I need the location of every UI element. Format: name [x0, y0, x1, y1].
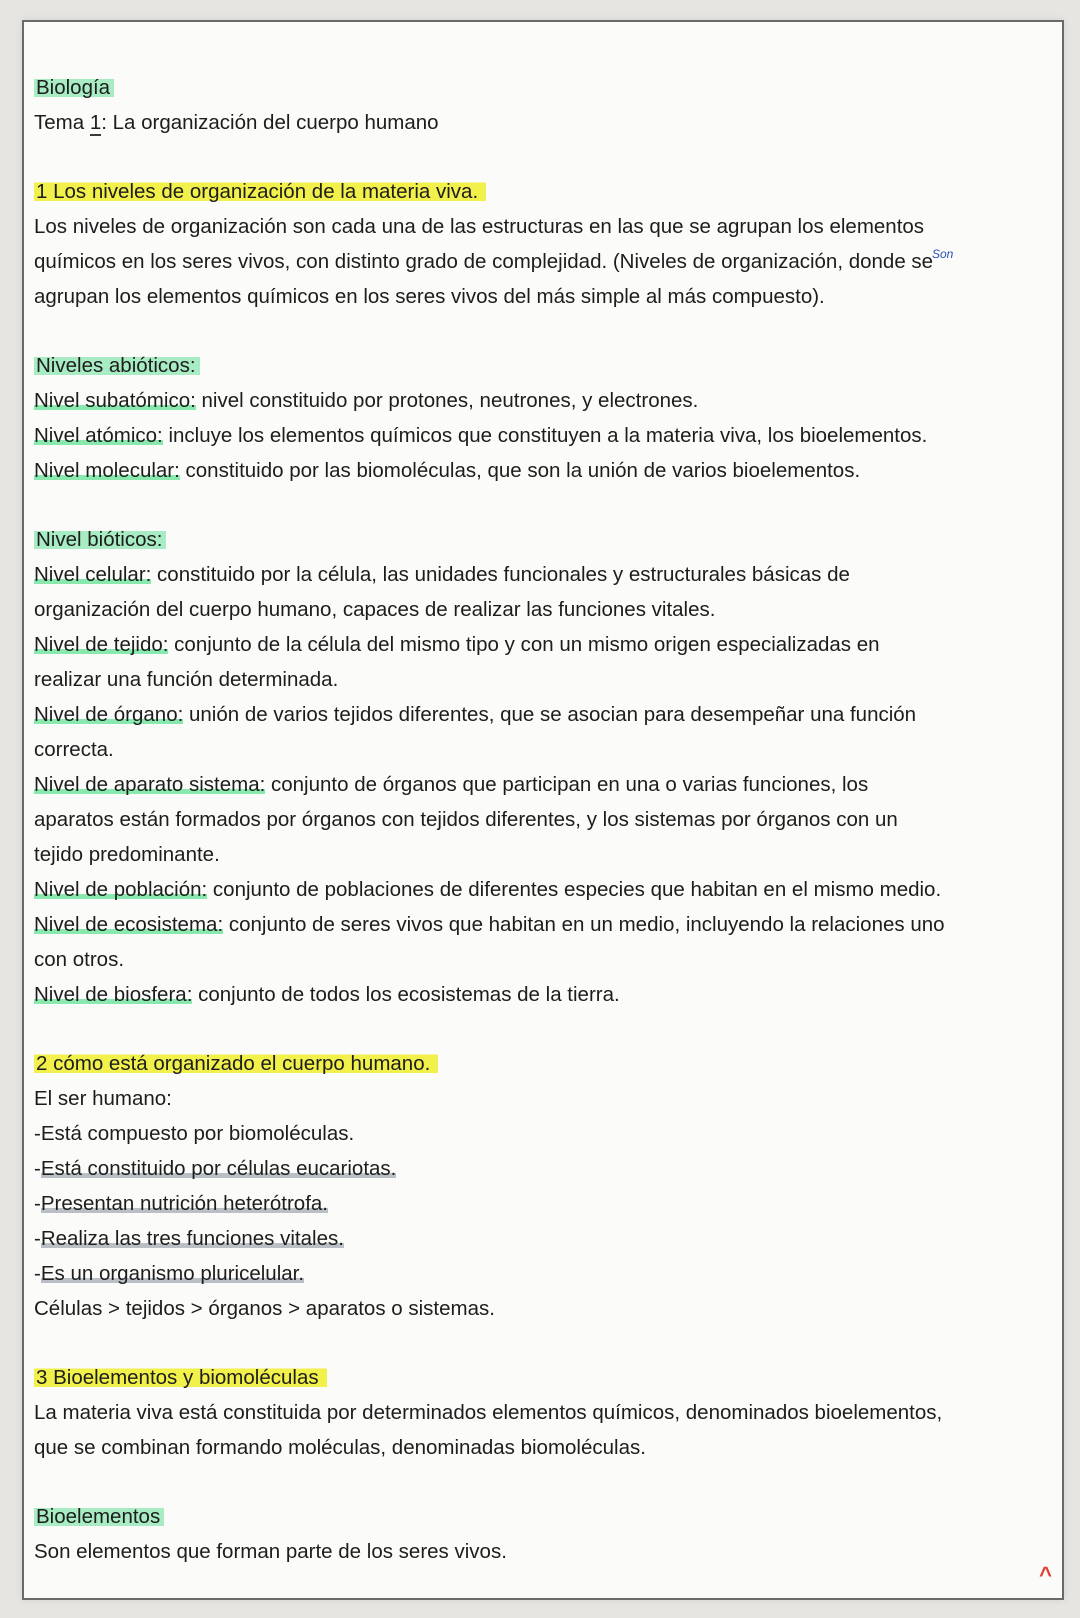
term: Nivel subatómico: [34, 389, 196, 412]
term: Nivel molecular: [34, 459, 180, 482]
term: Nivel de tejido: [34, 633, 169, 656]
list-item: -Presentan nutrición heterótrofa. [34, 1192, 328, 1215]
bioticos-item-continued: organización del cuerpo humano, capaces de realizar las funciones vitales. [34, 598, 716, 621]
term: Nivel celular: [34, 563, 152, 586]
abioticos-heading: Niveles abióticos: [34, 348, 1048, 383]
notebook-page [22, 20, 1064, 1600]
section-1-paragraph-line: Los niveles de organización son cada una de las estructuras en las que se agrupan los elementos [34, 215, 925, 238]
section-3-paragraph-line: que se combinan formando moléculas, denominadas biomoléculas. [34, 1436, 646, 1459]
term: Nivel atómico: [34, 424, 163, 447]
bioticos-item-continued: realizar una función determinada. [34, 668, 339, 691]
bioticos-item: Nivel de biosfera: conjunto de todos los ecosistemas de la tierra. [34, 983, 620, 1006]
term: Nivel de órgano: [34, 703, 184, 726]
term: Nivel de biosfera: [34, 983, 193, 1006]
term: Nivel de ecosistema: [34, 913, 224, 936]
bioticos-item: Nivel celular: constituido por la célula, las unidades funcionales y estructurales básicas de [34, 563, 850, 586]
bioticos-item: Nivel de órgano: unión de varios tejidos diferentes, que se asocian para desempeñar una función [34, 703, 917, 726]
section-2-heading: 2 cómo está organizado el cuerpo humano. [34, 1046, 1048, 1081]
list-item: -Es un organismo pluricelular. [34, 1262, 305, 1285]
section-1-heading: 1 Los niveles de organización de la materia viva. [34, 174, 1048, 209]
topic-title: Tema 1: La organización del cuerpo humano [34, 111, 439, 134]
abioticos-item: Nivel atómico: incluye los elementos químicos que constituyen a la materia viva, los bioelementos. [34, 424, 928, 447]
bioticos-item: Nivel de tejido: conjunto de la célula del mismo tipo y con un mismo origen especializadas en [34, 633, 880, 656]
handwritten-note: Son [932, 247, 954, 261]
term: Nivel de aparato sistema: [34, 773, 266, 796]
section-3-heading: 3 Bioelementos y biomoléculas [34, 1360, 1048, 1395]
section-1-paragraph-line: químicos en los seres vivos, con distinto grado de complejidad. (Niveles de organización, donde se [34, 250, 934, 273]
bioticos-item: Nivel de población: conjunto de poblaciones de diferentes especies que habitan en el mismo medio. [34, 878, 942, 901]
hierarchy-chain: Células > tejidos > órganos > aparatos o sistemas. [34, 1297, 495, 1320]
list-item: -Realiza las tres funciones vitales. [34, 1227, 344, 1250]
bioticos-item-continued: con otros. [34, 948, 125, 971]
bioelementos-text: Son elementos que forman parte de los seres vivos. [34, 1540, 507, 1563]
bioticos-heading: Nivel bióticos: [34, 522, 1048, 557]
abioticos-item: Nivel subatómico: nivel constituido por protones, neutrones, y electrones. [34, 389, 699, 412]
bioelementos-heading: Bioelementos [34, 1499, 1048, 1534]
bioticos-item: Nivel de aparato sistema: conjunto de órganos que participan en una o varias funciones, los [34, 773, 869, 796]
topic-number: 1 [89, 111, 102, 134]
section-2-intro: El ser humano: [34, 1087, 172, 1110]
list-item: -Está constituido por células eucariotas. [34, 1157, 397, 1180]
section-3-paragraph-line: La materia viva está constituida por determinados elementos químicos, denominados bioelementos, [34, 1401, 943, 1424]
abioticos-item: Nivel molecular: constituido por las biomoléculas, que son la unión de varios bioelementos. [34, 459, 861, 482]
subject-title [34, 70, 1048, 105]
section-1-paragraph-line: agrupan los elementos químicos en los seres vivos del más simple al más compuesto). [34, 285, 825, 308]
bioticos-item-continued: correcta. [34, 738, 114, 761]
list-item: -Está compuesto por biomoléculas. [34, 1122, 355, 1145]
subject-label: Biología [34, 76, 114, 99]
page-content [34, 70, 1048, 1569]
page-corner-mark: ^ [1039, 1562, 1052, 1587]
bioticos-item-continued: aparatos están formados por órganos con tejidos diferentes, y los sistemas por órganos con un [34, 808, 898, 831]
term: Nivel de población: [34, 878, 208, 901]
bioticos-item-continued: tejido predominante. [34, 843, 220, 866]
bioticos-item: Nivel de ecosistema: conjunto de seres vivos que habitan en un medio, incluyendo la relaciones uno [34, 913, 945, 936]
